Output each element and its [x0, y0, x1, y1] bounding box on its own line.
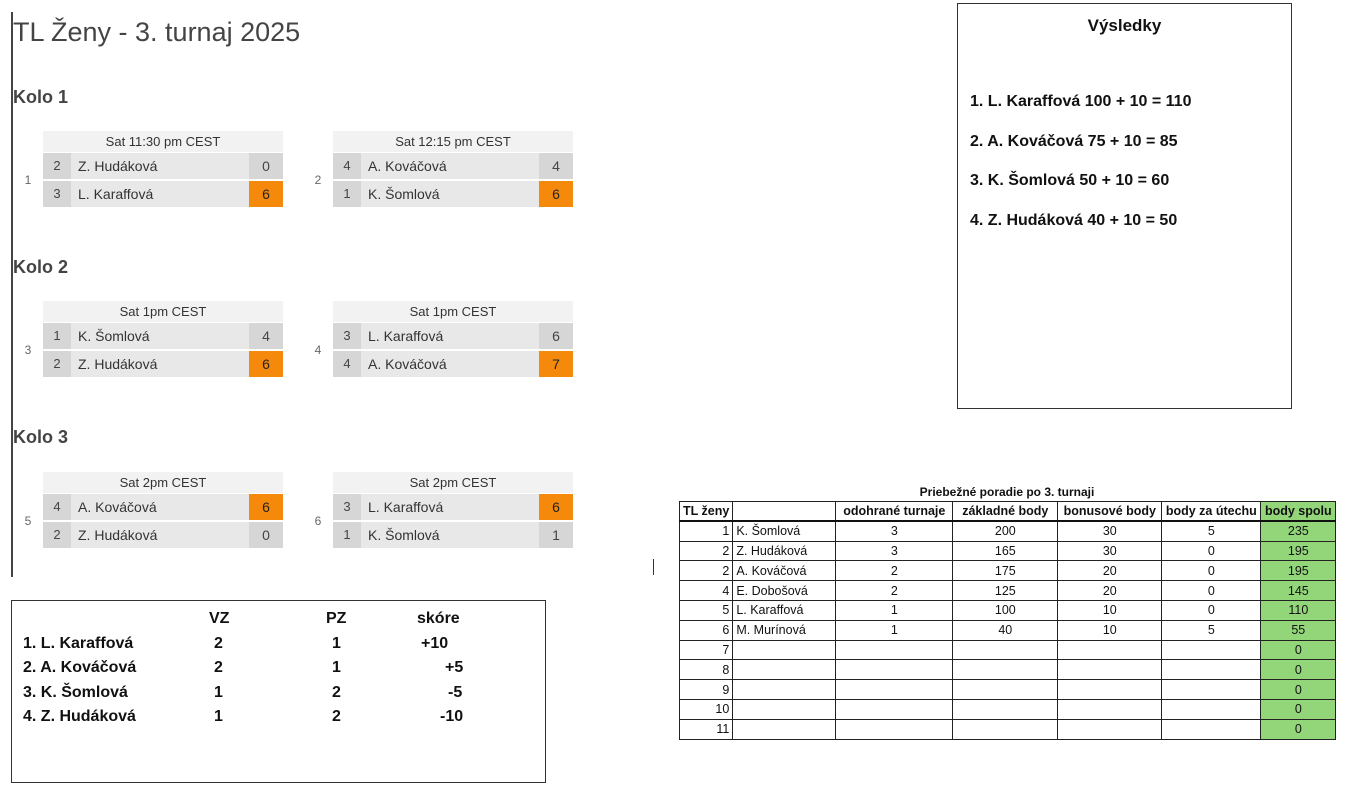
- seed: 2: [43, 153, 71, 179]
- player-cell: K. Šomlová: [733, 521, 836, 541]
- base-points-cell: [953, 719, 1058, 739]
- consolation-points-cell: 0: [1162, 541, 1261, 561]
- bonus-points-cell: [1058, 660, 1162, 680]
- col-header: body za útechu: [1162, 502, 1261, 522]
- player-cell: M. Murínová: [733, 620, 836, 640]
- rank-cell: 11: [680, 719, 733, 739]
- player-score: 1: [539, 522, 573, 548]
- player-cell: L. Karaffová: [733, 600, 836, 620]
- base-points-cell: 200: [953, 521, 1058, 541]
- base-points-cell: [953, 699, 1058, 719]
- rank-cell: 7: [680, 640, 733, 660]
- match-number: 1: [24, 173, 32, 187]
- bonus-points-cell: 30: [1058, 521, 1162, 541]
- table-row: [680, 561, 1336, 581]
- header-pz: PZ: [326, 610, 347, 627]
- player-score: 4: [539, 153, 573, 179]
- player-name: A. Kováčová: [368, 356, 447, 372]
- match-time: Sat 1pm CEST: [43, 301, 283, 322]
- summary-box: [11, 600, 546, 783]
- player-row[interactable]: [43, 351, 283, 377]
- result-line: 4. Z. Hudáková 40 + 10 = 50: [970, 212, 1178, 229]
- summary-score: +10: [421, 635, 449, 652]
- consolation-points-cell: 0: [1162, 600, 1261, 620]
- consolation-points-cell: [1162, 640, 1261, 660]
- match-number: 6: [314, 514, 322, 528]
- consolation-points-cell: [1162, 680, 1261, 700]
- col-header: TL ženy: [680, 502, 733, 522]
- base-points-cell: [953, 640, 1058, 660]
- player-score: 6: [539, 323, 573, 349]
- bonus-points-cell: [1058, 680, 1162, 700]
- total-points-cell: 195: [1261, 561, 1336, 581]
- player-score-winner: 6: [539, 181, 573, 207]
- bonus-points-cell: [1058, 640, 1162, 660]
- standings-table: [679, 501, 1336, 740]
- player-row[interactable]: [43, 494, 283, 520]
- consolation-points-cell: [1162, 719, 1261, 739]
- table-row: [680, 660, 1336, 680]
- player-score: 4: [249, 323, 283, 349]
- summary-name: 3. K. Šomlová: [23, 684, 128, 701]
- tournaments-cell: [836, 640, 953, 660]
- player-cell: [733, 719, 836, 739]
- tournaments-cell: [836, 680, 953, 700]
- player-name: Z. Hudáková: [78, 527, 158, 543]
- rank-cell: 1: [680, 521, 733, 541]
- player-row[interactable]: [333, 323, 573, 349]
- player-row[interactable]: [333, 351, 573, 377]
- tournaments-cell: [836, 719, 953, 739]
- player-score-winner: 7: [539, 351, 573, 377]
- rank-cell: 6: [680, 620, 733, 640]
- player-name: K. Šomlová: [368, 527, 440, 543]
- base-points-cell: 175: [953, 561, 1058, 581]
- total-points-cell: 110: [1261, 600, 1336, 620]
- table-row: [680, 581, 1336, 601]
- summary-name: 2. A. Kováčová: [23, 659, 137, 676]
- tournaments-cell: 1: [836, 600, 953, 620]
- player-name: L. Karaffová: [368, 328, 444, 344]
- bonus-points-cell: 10: [1058, 600, 1162, 620]
- player-score: 0: [249, 153, 283, 179]
- player-row[interactable]: [43, 153, 283, 179]
- summary-vz: 2: [214, 659, 223, 676]
- summary-vz: 1: [214, 684, 223, 701]
- total-points-cell: 55: [1261, 620, 1336, 640]
- result-line: 2. A. Kováčová 75 + 10 = 85: [970, 133, 1178, 150]
- total-points-cell: 0: [1261, 719, 1336, 739]
- consolation-points-cell: 5: [1162, 620, 1261, 640]
- consolation-points-cell: [1162, 660, 1261, 680]
- match-time: Sat 1pm CEST: [333, 301, 573, 322]
- consolation-points-cell: 5: [1162, 521, 1261, 541]
- tournaments-cell: 2: [836, 581, 953, 601]
- match-number: 3: [24, 343, 32, 357]
- col-header: bonusové body: [1058, 502, 1162, 522]
- player-cell: A. Kováčová: [733, 561, 836, 581]
- total-points-cell: 0: [1261, 660, 1336, 680]
- match-time: Sat 2pm CEST: [43, 472, 283, 493]
- base-points-cell: [953, 680, 1058, 700]
- base-points-cell: 100: [953, 600, 1058, 620]
- table-row: [680, 521, 1336, 541]
- seed: 4: [333, 351, 361, 377]
- summary-pz: 1: [332, 659, 341, 676]
- rank-cell: 10: [680, 699, 733, 719]
- player-score-winner: 6: [539, 494, 573, 520]
- bonus-points-cell: [1058, 719, 1162, 739]
- round-title-1: Kolo 1: [13, 87, 69, 107]
- page-title: TL Ženy - 3. turnaj 2025: [13, 17, 301, 47]
- base-points-cell: 40: [953, 620, 1058, 640]
- rank-cell: 5: [680, 600, 733, 620]
- seed: 2: [43, 522, 71, 548]
- seed: 3: [333, 494, 361, 520]
- seed: 3: [333, 323, 361, 349]
- player-row[interactable]: [43, 181, 283, 207]
- seed: 3: [43, 181, 71, 207]
- seed: 1: [43, 323, 71, 349]
- consolation-points-cell: [1162, 699, 1261, 719]
- bonus-points-cell: 10: [1058, 620, 1162, 640]
- consolation-points-cell: 0: [1162, 581, 1261, 601]
- summary-score: +5: [445, 659, 464, 676]
- bonus-points-cell: 20: [1058, 581, 1162, 601]
- bonus-points-cell: [1058, 699, 1162, 719]
- summary-pz: 1: [332, 635, 341, 652]
- total-points-cell: 0: [1261, 699, 1336, 719]
- table-row: [680, 680, 1336, 700]
- player-name: A. Kováčová: [368, 158, 447, 174]
- match-number: 5: [24, 514, 32, 528]
- header-vz: VZ: [209, 610, 230, 627]
- total-points-cell: 0: [1261, 640, 1336, 660]
- tournaments-cell: [836, 699, 953, 719]
- results-title: Výsledky: [1087, 16, 1162, 35]
- round-title-3: Kolo 3: [13, 427, 69, 447]
- col-header: [733, 502, 836, 522]
- player-cell: [733, 680, 836, 700]
- seed: 4: [43, 494, 71, 520]
- player-cell: [733, 699, 836, 719]
- table-row: [680, 620, 1336, 640]
- tournaments-cell: [836, 660, 953, 680]
- player-cell: E. Dobošová: [733, 581, 836, 601]
- base-points-cell: 165: [953, 541, 1058, 561]
- standings-caption: Priebežné poradie po 3. turnaji: [919, 485, 1095, 499]
- base-points-cell: 125: [953, 581, 1058, 601]
- standings-header-row: [680, 502, 1336, 522]
- player-row[interactable]: [43, 522, 283, 548]
- player-row[interactable]: [333, 153, 573, 179]
- player-score-winner: 6: [249, 351, 283, 377]
- seed: 4: [333, 153, 361, 179]
- player-row[interactable]: [333, 181, 573, 207]
- base-points-cell: [953, 660, 1058, 680]
- rank-cell: 2: [680, 541, 733, 561]
- rank-cell: 9: [680, 680, 733, 700]
- result-line: 1. L. Karaffová 100 + 10 = 110: [970, 93, 1192, 110]
- summary-vz: 2: [214, 635, 223, 652]
- match-time: Sat 2pm CEST: [333, 472, 573, 493]
- table-row: [680, 541, 1336, 561]
- player-name: Z. Hudáková: [78, 356, 158, 372]
- tournaments-cell: 3: [836, 541, 953, 561]
- player-name: K. Šomlová: [368, 186, 440, 202]
- match-number: 4: [314, 343, 322, 357]
- player-cell: [733, 660, 836, 680]
- col-header: základné body: [953, 502, 1058, 522]
- tournaments-cell: 3: [836, 521, 953, 541]
- summary-score: -10: [440, 708, 464, 725]
- table-row: [680, 600, 1336, 620]
- table-row: [680, 640, 1336, 660]
- match-time: Sat 12:15 pm CEST: [333, 131, 573, 152]
- seed: 1: [333, 181, 361, 207]
- match-time: Sat 11:30 pm CEST: [43, 131, 283, 152]
- col-header: odohrané turnaje: [836, 502, 953, 522]
- rank-cell: 2: [680, 561, 733, 581]
- total-points-cell: 0: [1261, 680, 1336, 700]
- rank-cell: 4: [680, 581, 733, 601]
- seed: 2: [43, 351, 71, 377]
- player-row[interactable]: [43, 323, 283, 349]
- player-score-winner: 6: [249, 181, 283, 207]
- match-number: 2: [314, 173, 322, 187]
- tournaments-cell: 2: [836, 561, 953, 581]
- player-cell: Z. Hudáková: [733, 541, 836, 561]
- table-row: [680, 699, 1336, 719]
- player-score: 0: [249, 522, 283, 548]
- total-points-cell: 235: [1261, 521, 1336, 541]
- player-cell: [733, 640, 836, 660]
- summary-pz: 2: [332, 684, 341, 701]
- total-points-cell: 195: [1261, 541, 1336, 561]
- summary-name: 1. L. Karaffová: [23, 635, 134, 652]
- player-name: K. Šomlová: [78, 328, 150, 344]
- col-header-total: body spolu: [1261, 502, 1336, 522]
- player-name: Z. Hudáková: [78, 158, 158, 174]
- summary-pz: 2: [332, 708, 341, 725]
- divider-tick: [653, 559, 654, 575]
- player-name: L. Karaffová: [368, 499, 444, 515]
- bonus-points-cell: 20: [1058, 561, 1162, 581]
- total-points-cell: 145: [1261, 581, 1336, 601]
- player-name: A. Kováčová: [78, 499, 157, 515]
- consolation-points-cell: 0: [1162, 561, 1261, 581]
- player-score-winner: 6: [249, 494, 283, 520]
- round-title-2: Kolo 2: [13, 257, 69, 277]
- summary-vz: 1: [214, 708, 223, 725]
- rank-cell: 8: [680, 660, 733, 680]
- player-row[interactable]: [333, 522, 573, 548]
- bonus-points-cell: 30: [1058, 541, 1162, 561]
- player-row[interactable]: [333, 494, 573, 520]
- result-line: 3. K. Šomlová 50 + 10 = 60: [970, 172, 1170, 189]
- tournaments-cell: 1: [836, 620, 953, 640]
- seed: 1: [333, 522, 361, 548]
- table-row: [680, 719, 1336, 739]
- summary-name: 4. Z. Hudáková: [23, 708, 136, 725]
- results-box: [957, 3, 1292, 409]
- header-score: skóre: [417, 610, 460, 627]
- player-name: L. Karaffová: [78, 186, 154, 202]
- summary-score: -5: [448, 684, 463, 701]
